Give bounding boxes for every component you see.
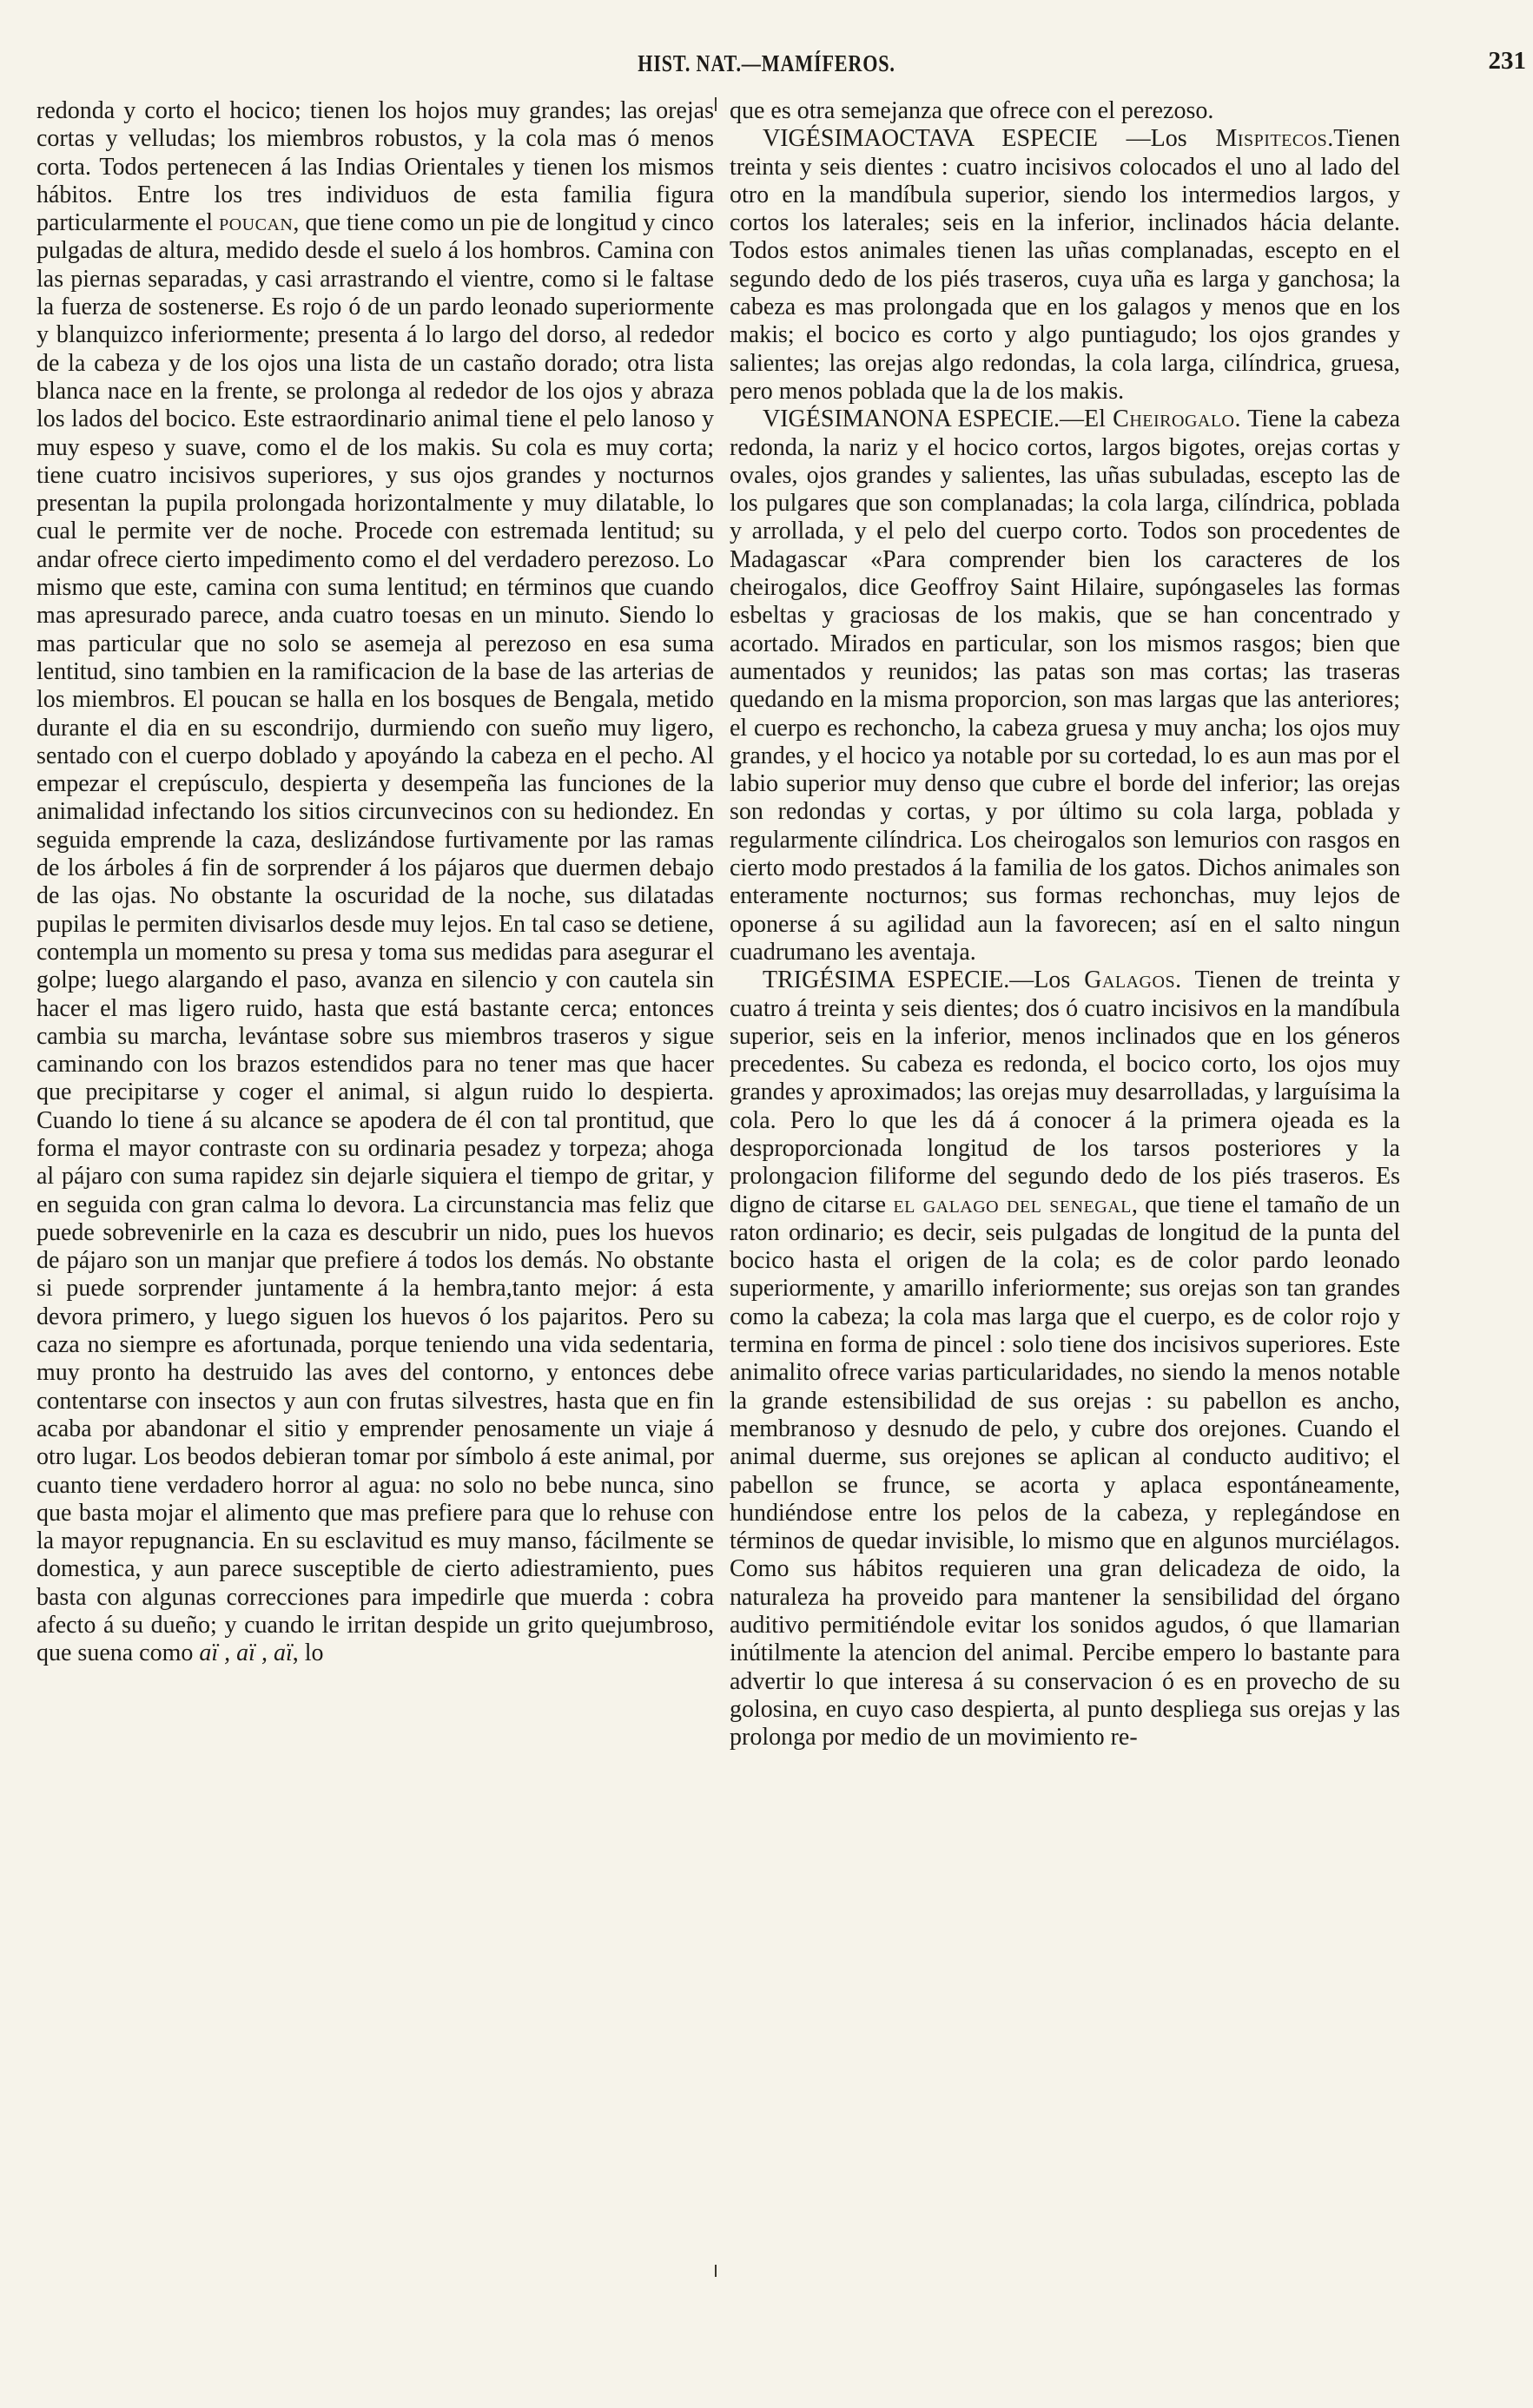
text-run: . Tienen de treinta y cuatro á treinta y seis dientes; dos ó cuatro incisivos en la mandíbula superior, seis en la inferior, menos inclinados que en los géneros precedentes. Su cabeza es redonda, el bocico corto, los ojos muy grandes y aproximados; las orejas muy desarrolladas, y larguísima la cola. Pero lo que les dá á conocer á la primera ojeada es la desproporcionada longitud de los tarsos posteriores y la prolongacion filiforme del segundo dedo de los piés traseros. Es digno de citarse (730, 966, 1400, 1218)
species-name: Galagos (1084, 966, 1176, 994)
right-column (730, 97, 1400, 2355)
text-run: , lo (292, 1639, 324, 1667)
page-number: 231 (1488, 47, 1526, 75)
text-run: —Los (1097, 125, 1216, 153)
column-rule-bottom (715, 2265, 717, 2277)
species-name: Mispitecos (1215, 125, 1328, 153)
left-column (36, 97, 714, 2355)
text-run: , que tiene el tamaño de un raton ordinario; es decir, seis pulgadas de longitud de la punta del bocico hasta el origen de la cola; es de color pardo leonado superiormente, y amarillo inferiormente; sus orejas son tan grandes como la cabeza; la cola mas larga que el cuerpo, es de color rojo y termina en forma de pincel : solo tiene dos incisivos superiores. Este animalito ofrece varias particularidades, no siendo la menos notable la grande estensibilidad de sus orejas : su pabellon es ancho, membranoso y desnudo de pelo, y cubre dos orejones. Cuando el animal duerme, sus orejones se aplican al conducto auditivo; el pabellon se frunce, se acorta y aplaca espontáneamente, hundiéndose entre los pelos de la cabeza, y replegándose en términos de quedar invisible, lo mismo que en algunos murciélagos. Como sus hábitos requieren una gran delicadeza de oido, la naturaleza ha proveido para mantener la sensibilidad del órgano auditivo permitiéndole evitar los sonidos agudos, ó que llamarian inútilmente la atencion del animal. Percibe empero lo bastante para advertir lo que interesa á su conservacion ó es en provecho de su golosina, en cuyo caso despierta, al punto despliega sus orejas y las prolonga por medio de un movimiento re- (730, 1191, 1400, 1752)
running-title: HIST. NAT.—MAMÍFEROS. (638, 50, 895, 76)
paragraph (730, 406, 1400, 966)
text-run: .Tienen treinta y seis dientes : cuatro incisivos colocados el uno al lado del otro en la mandíbula superior, siendo los intermedios largos, y cortos los laterales; seis en la inferior, inclinados hácia delante. Todos estos animales tienen las uñas complanadas, escepto en el segundo dedo de los piés traseros, cuya uña es larga y ganchosa; la cabeza es mas prolongada que en los galagos y menos que en los makis; el bocico es corto y algo puntiagudo; los ojos grandes y salientes; las orejas algo redondas, la cola larga, cilíndrica, gruesa, pero menos poblada que la de los makis. (730, 125, 1400, 405)
species-name: Cheirogalo (1113, 406, 1235, 433)
paragraph (730, 97, 1400, 125)
paragraph (36, 97, 714, 1668)
text-run: .—Los (1003, 966, 1085, 994)
text-run: . Tiene la cabeza redonda, la nariz y el hocico cortos, largos bigotes, orejas cortas y ovales, ojos grandes y salientes, las uñas subuladas, escepto las de los pulgares que son complanadas; la cola larga, cilíndrica, poblada y arrollada, y el pelo del cuerpo corto. Todos son procedentes de Madagascar «Para comprender bien los caracteres de los cheirogalos, dice Geoffroy Saint Hilaire, supóngaseles las formas esbeltas y graciosas de los makis, que se han concentrado y acortado. Mirados en particular, son los mismos rasgos; bien que aumentados y reunidos; las patas son mas cortas; las traseras quedando en la misma proporcion, son mas largas que las anteriores; el cuerpo es rechoncho, la cabeza gruesa y muy ancha; los ojos muy grandes, y el hocico ya notable por su cortedad, lo es aun mas por el labio superior muy denso que cubre el borde del inferior; las orejas son redondas y cortas, y por último su cola larga, poblada y regularmente cilíndrica. Los cheirogalos son lemurios con rasgos en cierto modo prestados á la familia de los gatos. Dichos animales son enteramente nocturnos; sus formas rechonchas, muy lejos de oponerse á su agilidad aun la favorecen; así en el salto ningun cuadrumano les aventaja. (730, 406, 1400, 966)
cry-sound: aï , aï , aï (199, 1639, 293, 1667)
text-run: , que tiene como un pie de longitud y cinco pulgadas de altura, medido desde el suelo á los hombros. Camina con las piernas separadas, y casi arrastrando el vientre, como si le faltase la fuerza de sostenerse. Es rojo ó de un pardo leonado superiormente y blanquizco inferiormente; presenta á lo largo del dorso, al rededor de la cabeza y de los ojos una lista de un castaño dorado; otra lista blanca nace en la frente, se prolonga al rededor de los ojos y abraza los lados del bocico. Este estraordinario animal tiene el pelo lanoso y muy espeso y suave, como el de los makis. Su cola es muy corta; tiene cuatro incisivos superiores, y sus ojos grandes y nocturnos presentan la pupila prolongada horizontalmente y muy dilatable, lo cual le permite ver de noche. Procede con estremada lentitud; su andar ofrece cierto impedimento como el del verdadero perezoso. Lo mismo que este, camina con suma lentitud; en términos que cuando mas apresurado parece, anda cuatro toesas en un minuto. Siendo lo mas particular que no solo se asemeja al perezoso en esa suma lentitud, sino tambien en la ramificacion de la base de las arterias de los miembros. El poucan se halla en los bosques de Bengala, metido durante el dia en su escondrijo, durmiendo con sueño muy ligero, sentado con el cuerpo doblado y apoyándo la cabeza en el pecho. Al empezar el crepúsculo, despierta y desempeña las funciones de la animalidad infectando los sitios circunvecinos con su hediondez. En seguida emprende la caza, deslizándose furtivamente por las ramas de los árboles á fin de sorprender á los pájaros que duermen debajo de las ojas. No obstante la oscuridad de la noche, sus dilatadas pupilas le permiten divisarlos desde muy lejos. En tal caso se detiene, contempla un momento su presa y toma sus medidas para asegurar el golpe; luego alargando el paso, avanza en silencio y con cautela sin hacer el mas ligero ruido, hasta que está bastante cerca; entonces cambia su marcha, levántase sobre sus miembros traseros y sigue caminando con los brazos estendidos para no tener mas que hacer que precipitarse y coger el animal, si algun ruido lo despierta. Cuando lo tiene á su alcance se apodera de él con tal prontitud, que forma el mayor contraste con su ordinaria pesadez y torpeza; ahoga al pájaro con suma rapidez sin dejarle siquiera el tiempo de gritar, y en seguida con gran calma lo devora. La circunstancia mas feliz que puede sobrevenirle en la caza es descubrir un nido, pues los huevos de pájaro son un manjar que prefiere á todos los demás. No obstante si puede sorprender juntamente á la hembra,tanto mejor: á esta devora primero, y luego siguen los huevos ó los pajaritos. Pero su caza no siempre es afortunada, porque teniendo una vida sedentaria, muy pronto ha destruido las aves del contorno, y entonces debe contentarse con insectos y aun con frutas silvestres, hasta que en fin acaba por abandonar el sitio y emprender penosamente un viaje á otro lugar. Los beodos debieran tomar por símbolo á este animal, por cuanto tiene verdadero horror al agua: no solo no bebe nunca, sino que basta mojar el alimento que mas prefiere para que lo rehuse con la mayor repugnancia. En su esclavitud es muy manso, fácilmente se domestica, y aun parece susceptible de cierto adiestramiento, pues basta con algunas correcciones para impedirle que muerda : cobra afecto á su dueño; y cuando le irritan despide un grito quejumbroso, que suena como (36, 209, 714, 1667)
text-run: redonda y corto el hocico; tienen los hojos muy grandes; las orejas cortas y velludas; los miembros robustos, y la cola mas ó menos corta. Todos pertenecen á las Indias Orientales y tienen los mismos hábitos. Entre los tres individuos de esta familia figura particularmente el (36, 97, 714, 237)
species-name: poucan (219, 209, 294, 237)
paragraph (730, 966, 1400, 1752)
section-heading: VIGÉSIMAOCTAVA ESPECIE (763, 125, 1098, 153)
paragraph (730, 125, 1400, 406)
species-name: el galago del senegal (893, 1191, 1132, 1218)
running-head (0, 47, 1533, 85)
section-heading: VIGÉSIMANONA ESPECIE (763, 406, 1054, 433)
section-heading: TRIGÉSIMA ESPECIE (763, 966, 1004, 994)
column-rule-top (715, 97, 717, 111)
text-run: .—El (1053, 406, 1113, 433)
text-run: que es otra semejanza que ofrece con el perezoso. (730, 97, 1214, 124)
